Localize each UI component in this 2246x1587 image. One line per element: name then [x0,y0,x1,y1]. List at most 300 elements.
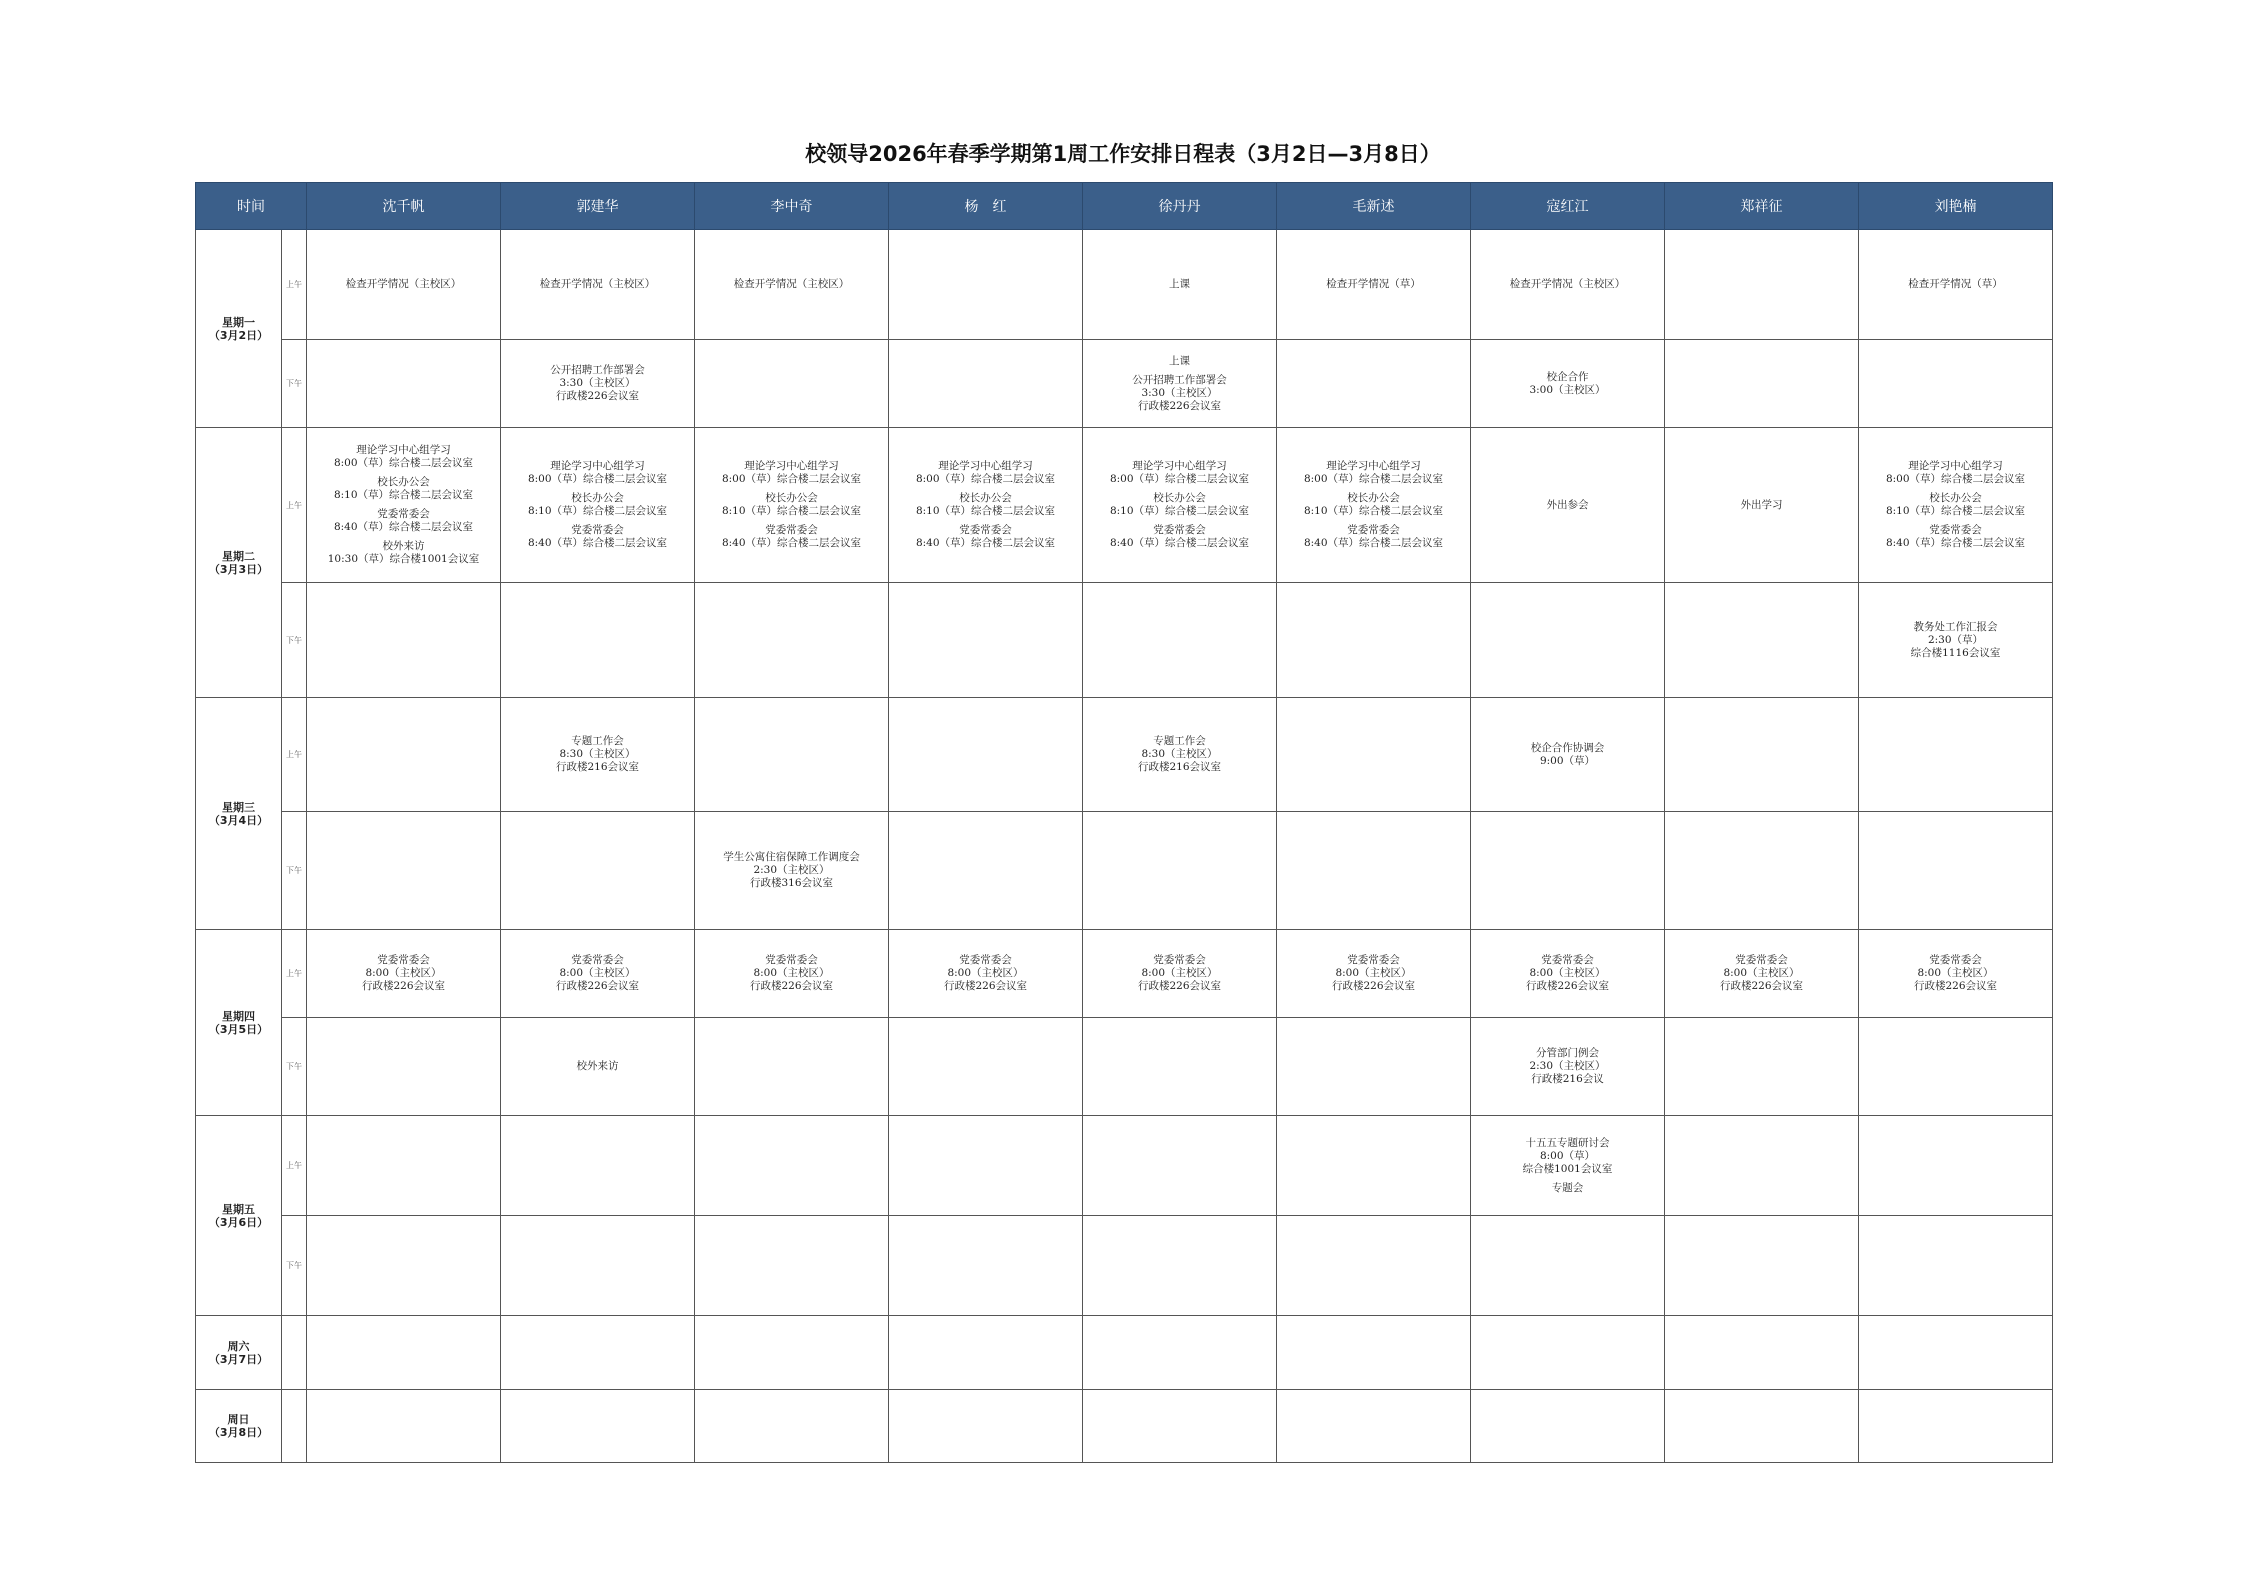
entry-title: 上课 [1169,278,1190,290]
entry-title: 检查开学情况（草） [1908,278,2003,290]
schedule-cell [1665,698,1859,812]
schedule-cell [307,583,501,698]
schedule-cell [501,1316,695,1390]
period-pm: 下午 [282,1216,307,1316]
schedule-cell [1665,230,1859,340]
schedule-cell [695,1216,889,1316]
entry-detail: 行政楼226会议室 [1525,980,1610,992]
entry-title: 党委常委会 [571,954,624,966]
schedule-entry [699,460,884,486]
schedule-cell [1859,428,2053,583]
entry-detail: 8:00（草）综合楼二层会议室 [1109,473,1250,485]
entry-title: 校长办公会 [1929,492,1982,504]
schedule-cell [1859,930,2053,1018]
day-label [196,930,282,1116]
schedule-cell [695,1390,889,1463]
entry-title: 党委常委会 [1735,954,1788,966]
schedule-cell [1471,1018,1665,1116]
schedule-entry [893,954,1078,993]
schedule-entry [699,954,884,993]
schedule-row [196,1216,2053,1316]
entry-title: 党委常委会 [377,508,430,520]
schedule-cell [1665,812,1859,930]
weekend-row [196,1316,2053,1390]
schedule-cell [307,930,501,1018]
entry-detail: 2:30（主校区） [753,864,830,876]
schedule-cell [501,930,695,1018]
schedule-cell [307,698,501,812]
schedule-cell [1859,1216,2053,1316]
entry-title: 教务处工作汇报会 [1913,620,1998,633]
schedule-entry [505,460,690,486]
schedule-entry [699,278,884,291]
schedule-cell [307,1316,501,1390]
entry-title: 检查开学情况（主校区） [539,278,656,290]
schedule-cell [1859,230,2053,340]
entry-title: 检查开学情况（草） [1326,278,1421,290]
schedule-cell [1083,812,1277,930]
schedule-cell [889,698,1083,812]
day-date: （3月8日） [208,1426,269,1439]
entry-title: 外出学习 [1740,498,1783,511]
entry-detail: 8:00（草） [1539,1149,1596,1162]
schedule-cell [1471,230,1665,340]
entry-detail: 2:30（主校区） [1529,1060,1606,1072]
schedule-cell [1277,930,1471,1018]
schedule-table [195,182,2053,1463]
day-name: 周六 [227,1339,250,1353]
entry-detail: 8:40（草）综合楼二层会议室 [1109,537,1250,549]
schedule-cell [307,1116,501,1216]
entry-detail: 行政楼226会议室 [1137,399,1222,412]
entry-title: 党委常委会 [1347,954,1400,966]
period-pm: 下午 [282,340,307,428]
schedule-cell [1277,230,1471,340]
header-leader: 杨 红 [889,183,1083,230]
entry-detail: 8:00（主校区） [947,967,1024,979]
schedule-cell [1859,698,2053,812]
day-label [196,1316,282,1390]
entry-title: 校外来访 [382,540,425,552]
schedule-cell [1083,1390,1277,1463]
entry-title: 专题会 [1551,1181,1584,1194]
entry-title: 专题工作会 [1153,735,1206,747]
schedule-entry [505,735,690,774]
schedule-cell [307,1390,501,1463]
schedule-entry [505,364,690,403]
weekend-row [196,1390,2053,1463]
schedule-cell [501,812,695,930]
entry-detail: 8:00（草）综合楼二层会议室 [721,473,862,485]
entry-detail: 8:40（草）综合楼二层会议室 [333,521,474,533]
schedule-entry [1281,524,1466,550]
entry-title: 理论学习中心组学习 [1326,460,1421,472]
entry-title: 检查开学情况（主校区） [733,278,850,290]
schedule-row [196,698,2053,812]
entry-detail: 行政楼226会议室 [1331,980,1416,992]
schedule-cell [307,1216,501,1316]
day-name: 星期二 [222,549,255,563]
header-leader: 郭建华 [501,183,695,230]
entry-detail: 8:10（草）综合楼二层会议室 [1109,505,1250,517]
schedule-cell [307,812,501,930]
schedule-cell [1083,930,1277,1018]
entry-detail: 行政楼216会议室 [1137,761,1222,773]
day-date: （3月4日） [208,813,269,827]
schedule-cell [1083,1316,1277,1390]
schedule-entry [1087,954,1272,993]
schedule-cell [889,583,1083,698]
entry-title: 校长办公会 [571,492,624,504]
entry-title: 党委常委会 [1929,954,1982,966]
day-name: 星期五 [222,1202,255,1216]
entry-title: 理论学习中心组学习 [744,460,839,472]
header-leader: 寇红江 [1471,183,1665,230]
schedule-entry [311,540,496,566]
header-leader: 沈千帆 [307,183,501,230]
entry-detail: 8:00（主校区） [365,967,442,979]
schedule-entry [1087,355,1272,368]
entry-detail: 8:10（草）综合楼二层会议室 [333,489,474,501]
schedule-entry [1087,374,1272,413]
entry-detail: 8:00（主校区） [1529,967,1606,979]
entry-detail: 8:10（草）综合楼二层会议室 [1885,505,2026,517]
entry-title: 理论学习中心组学习 [1132,460,1227,472]
schedule-cell [501,428,695,583]
schedule-cell [889,1116,1083,1216]
schedule-cell [1471,1216,1665,1316]
schedule-cell [695,1116,889,1216]
schedule-cell [1471,1116,1665,1216]
entry-title: 学生公寓住宿保障工作调度会 [723,851,860,863]
entry-detail: 行政楼226会议室 [1719,980,1804,992]
entry-title: 党委常委会 [1153,954,1206,966]
entry-title: 党委常委会 [1929,524,1982,536]
schedule-entry [1475,1137,1660,1176]
entry-title: 党委常委会 [765,954,818,966]
entry-title: 外出参会 [1546,498,1589,511]
entry-detail: 行政楼226会议室 [361,980,446,992]
entry-title: 党委常委会 [1541,954,1594,966]
schedule-entry [1475,954,1660,993]
schedule-cell [1665,1018,1859,1116]
day-name: 星期四 [222,1009,255,1023]
schedule-cell [1471,812,1665,930]
schedule-cell [1471,698,1665,812]
day-label [196,428,282,698]
entry-detail: 8:40（草）综合楼二层会议室 [1303,537,1444,549]
schedule-cell [1083,230,1277,340]
schedule-cell [1083,1116,1277,1216]
entry-title: 校外来访 [576,1060,619,1072]
entry-detail: 2:30（草） [1927,633,1984,646]
entry-title: 理论学习中心组学习 [938,460,1033,472]
entry-title: 公开招聘工作部署会 [1132,373,1227,386]
schedule-cell [1277,1216,1471,1316]
entry-detail: 8:00（草）综合楼二层会议室 [1885,473,2026,485]
entry-detail: 8:10（草）综合楼二层会议室 [721,505,862,517]
schedule-entry [311,476,496,502]
schedule-cell [889,1390,1083,1463]
schedule-cell [501,230,695,340]
schedule-cell [501,698,695,812]
period-empty [282,1390,307,1463]
entry-title: 上课 [1169,354,1190,367]
schedule-cell [501,1390,695,1463]
schedule-cell [1277,1116,1471,1216]
schedule-entry [311,278,496,291]
schedule-cell [1277,698,1471,812]
schedule-entry [1087,524,1272,550]
entry-detail: 8:10（草）综合楼二层会议室 [527,505,668,517]
entry-detail: 行政楼226会议室 [555,390,640,402]
schedule-cell [307,1018,501,1116]
schedule-cell [695,340,889,428]
entry-title: 党委常委会 [571,524,624,536]
schedule-cell [1859,1316,2053,1390]
period-am: 上午 [282,230,307,340]
schedule-cell [1665,1316,1859,1390]
schedule-cell [1859,1390,2053,1463]
entry-detail: 8:10（草）综合楼二层会议室 [1303,505,1444,517]
schedule-entry [699,524,884,550]
schedule-cell [1665,340,1859,428]
entry-title: 校长办公会 [1347,492,1400,504]
schedule-entry [699,851,884,890]
period-am: 上午 [282,930,307,1018]
schedule-entry [1863,621,2048,660]
day-date: （3月3日） [208,562,269,576]
schedule-entry [1087,492,1272,518]
header-row [196,183,2053,230]
entry-detail: 8:40（草）综合楼二层会议室 [527,537,668,549]
schedule-cell [1083,698,1277,812]
day-name: 星期一 [222,315,255,329]
entry-title: 党委常委会 [959,524,1012,536]
schedule-cell [695,1316,889,1390]
day-name: 星期三 [222,800,255,814]
entry-title: 专题工作会 [571,735,624,747]
schedule-cell [1471,1316,1665,1390]
schedule-cell [1665,1390,1859,1463]
entry-detail: 3:30（主校区） [1141,386,1218,399]
schedule-row [196,812,2053,930]
period-am: 上午 [282,1116,307,1216]
schedule-entry [1087,278,1272,291]
schedule-cell [1083,340,1277,428]
entry-title: 党委常委会 [765,524,818,536]
entry-detail: 8:00（主校区） [1723,967,1800,979]
schedule-cell [889,230,1083,340]
schedule-entry [1475,1182,1660,1195]
schedule-cell [1859,340,2053,428]
schedule-cell [889,930,1083,1018]
entry-title: 检查开学情况（主校区） [1509,278,1626,290]
schedule-row [196,1116,2053,1216]
schedule-entry [893,524,1078,550]
schedule-entry [893,460,1078,486]
entry-detail: 综合楼1001会议室 [1522,1162,1613,1175]
entry-detail: 综合楼1116会议室 [1910,646,2001,659]
schedule-cell [889,428,1083,583]
entry-title: 理论学习中心组学习 [550,460,645,472]
schedule-cell [307,340,501,428]
entry-title: 校企合作 [1546,370,1589,383]
entry-detail: 行政楼226会议室 [749,980,834,992]
entry-title: 分管部门例会 [1536,1047,1599,1059]
entry-detail: 行政楼216会议室 [555,761,640,773]
schedule-cell [889,340,1083,428]
schedule-cell [1277,1316,1471,1390]
schedule-cell [307,428,501,583]
schedule-cell [501,1216,695,1316]
period-am: 上午 [282,698,307,812]
schedule-cell [1471,930,1665,1018]
schedule-entry [1475,371,1660,397]
schedule-cell [1277,812,1471,930]
entry-detail: 8:00（草）综合楼二层会议室 [527,473,668,485]
entry-detail: 行政楼316会议室 [749,877,834,889]
day-date: （3月5日） [208,1022,269,1036]
schedule-cell [1277,428,1471,583]
schedule-cell [1083,583,1277,698]
schedule-cell [889,1018,1083,1116]
schedule-entry [1087,735,1272,774]
schedule-title: 校领导2026年春季学期第1周工作安排日程表（3月2日—3月8日） [805,142,1441,166]
schedule-entry [1281,954,1466,993]
schedule-cell [889,812,1083,930]
schedule-cell [1471,1390,1665,1463]
entry-detail: 8:30（主校区） [559,748,636,760]
schedule-entry [1475,742,1660,768]
schedule-entry [1863,524,2048,550]
entry-title: 理论学习中心组学习 [356,444,451,456]
schedule-entry [1669,499,1854,512]
entry-detail: 8:00（主校区） [559,967,636,979]
period-pm: 下午 [282,812,307,930]
schedule-entry [311,954,496,993]
entry-detail: 8:00（主校区） [1141,967,1218,979]
period-pm: 下午 [282,1018,307,1116]
schedule-entry [505,524,690,550]
day-name: 周日 [227,1413,250,1426]
schedule-entry [505,492,690,518]
schedule-entry [1281,278,1466,291]
schedule-cell [1471,583,1665,698]
entry-title: 校长办公会 [765,492,818,504]
schedule-cell [1083,428,1277,583]
header-leader: 李中奇 [695,183,889,230]
schedule-entry [1475,278,1660,291]
schedule-entry [1863,954,2048,993]
schedule-entry [1087,460,1272,486]
schedule-entry [1281,492,1466,518]
entry-detail: 行政楼226会议室 [943,980,1028,992]
schedule-cell [1859,1116,2053,1216]
schedule-cell [1665,583,1859,698]
schedule-cell [1277,1390,1471,1463]
entry-detail: 8:00（主校区） [1335,967,1412,979]
period-am: 上午 [282,428,307,583]
day-label [196,1390,282,1463]
schedule-cell [889,1216,1083,1316]
schedule-entry [1863,460,2048,486]
schedule-cell [501,340,695,428]
entry-title: 公开招聘工作部署会 [550,364,645,376]
entry-detail: 行政楼226会议室 [555,980,640,992]
schedule-cell [695,583,889,698]
period-pm: 下午 [282,583,307,698]
schedule-entry [1475,1047,1660,1086]
schedule-entry [1863,492,2048,518]
entry-detail: 8:00（主校区） [753,967,830,979]
entry-title: 校企合作协调会 [1530,741,1605,754]
header-leader: 郑祥征 [1665,183,1859,230]
schedule-cell [1083,1018,1277,1116]
entry-title: 党委常委会 [377,954,430,966]
schedule-entry [505,278,690,291]
schedule-cell [1277,340,1471,428]
entry-detail: 8:00（草）综合楼二层会议室 [333,457,474,469]
entry-title: 校长办公会 [959,492,1012,504]
header-leader: 毛新述 [1277,183,1471,230]
entry-detail: 3:30（主校区） [559,377,636,389]
schedule-cell [1859,583,2053,698]
schedule-cell [1277,583,1471,698]
schedule-entry [505,954,690,993]
entry-title: 理论学习中心组学习 [1908,460,2003,472]
entry-title: 十五五专题研讨会 [1525,1136,1610,1149]
entry-detail: 8:40（草）综合楼二层会议室 [721,537,862,549]
day-label [196,698,282,930]
header-leader: 刘艳楠 [1859,183,2053,230]
schedule-cell [1665,1216,1859,1316]
schedule-entry [699,492,884,518]
schedule-row [196,1018,2053,1116]
schedule-cell [695,930,889,1018]
entry-title: 党委常委会 [1347,524,1400,536]
schedule-cell [1859,812,2053,930]
entry-detail: 9:00（草） [1539,754,1596,767]
schedule-cell [1859,1018,2053,1116]
entry-detail: 8:40（草）综合楼二层会议室 [915,537,1056,549]
entry-title: 党委常委会 [1153,524,1206,536]
schedule-cell [1277,1018,1471,1116]
entry-title: 检查开学情况（主校区） [345,278,462,290]
schedule-cell [501,583,695,698]
schedule-row [196,930,2053,1018]
schedule-cell [695,1018,889,1116]
entry-detail: 8:00（主校区） [1917,967,1994,979]
header-leader: 徐丹丹 [1083,183,1277,230]
day-label [196,230,282,428]
period-empty [282,1316,307,1390]
schedule-cell [1665,428,1859,583]
entry-detail: 3:00（主校区） [1529,383,1606,396]
entry-detail: 8:40（草）综合楼二层会议室 [1885,537,2026,549]
schedule-cell [1471,428,1665,583]
schedule-entry [505,1060,690,1073]
schedule-entry [1863,278,2048,291]
schedule-cell [1665,930,1859,1018]
schedule-cell [695,428,889,583]
schedule-cell [695,230,889,340]
entry-title: 校长办公会 [1153,492,1206,504]
day-date: （3月2日） [208,328,269,342]
entry-detail: 8:30（主校区） [1141,748,1218,760]
day-date: （3月7日） [208,1352,269,1366]
schedule-entry [1669,954,1854,993]
